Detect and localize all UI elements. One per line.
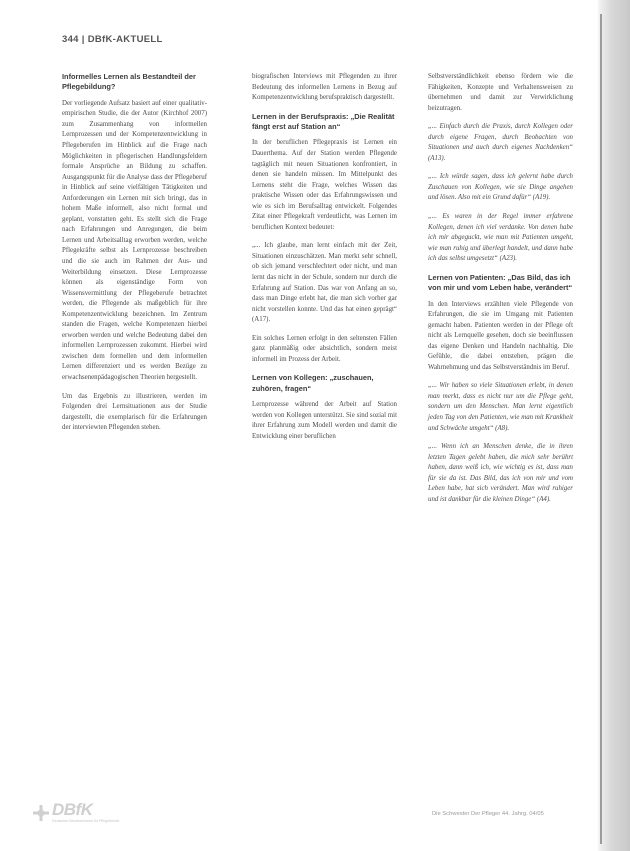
section-heading: Informelles Lernen als Bestandteil der Pflegebildung? — [62, 72, 196, 92]
paragraph: biografischen Interviews mit Pflegenden zu ihrer Bedeutung des informellen Lernens in Bezug auf Kompetenzentwicklung berufspraktisch dargestellt. — [252, 73, 397, 102]
paragraph: Der vorliegende Aufsatz basiert auf einer qualitativ-empirischen Studie, die der Autor (Kirchhof 2007) zum Zusammenhang von informellen Lernprozessen und der Kompetenzentwicklung in Pflegeberufen im Hinblick auf die Frage nach Möglichkeiten in pflegerischen Handlungsfeldern formale Ansprüche an Bildung zu schaffen. Ausgangspunkt für die Analyse dass der Pflegeberuf in Hinblick auf seine vielfältigen Tätigkeiten und Anforderungen ein Lernen mit sich bringt, das in hohem Maße informell, also nicht formal und geplant, vonstatten geht. Es stellt sich die Frage nach Erfahrungen und Anregungen, die beim Lernen und Arbeitsalltag erworben werden, welche Pflegekräfte selbst als Lernprozesse beschreiben und die sie auch im Rahmen der Aus- und Weiterbildung einsetzen. Diese Lernprozesse können als eigenständige Form von Wissensvermittlung der Pflegeberufe betrachtet werden, die Pflegende als maßgeblich für ihre Kompetenzentwicklung bezeichnen. Im Zentrum standen die Fragen, welche Kompetenzen hierbei erworben werden und welche Bedeutung dabei den informellen Lernprozessen zukommt. Hierbei wird zwischen dem formellen und dem informellen Lernen differenziert und es werden Bezüge zu erwachsenenpädagogischen Theorien hergestellt. — [62, 99, 207, 382]
page-number: 344 — [62, 34, 79, 45]
interview-quote: „... Wenn ich an Menschen denke, die in ihren letzten Tagen gelebt haben, die mich sehr berührt haben, dann weiß ich, wie wichtig es ist, dass man für sie da ist. Das Bild, das ich von mir und vom Leben habe, hat sich verändert. Man wird ruhiger und ist dankbar für die kleinen Dinge“ (A4). — [428, 443, 573, 503]
interview-quote: „... Ich würde sagen, dass ich gelernt habe durch Zuschauen von Kollegen, wie sie Dinge angehen und lösen. Also mit ein Grund dafür“ (A19). — [428, 173, 573, 202]
page-header — [62, 34, 163, 46]
paragraph: Selbstverständlichkeit ebenso fördern wie die Fähigkeiten, Konzepte und Verhaltensweisen zu übernehmen und damit zur Verwirklichung beizutragen. — [428, 73, 573, 112]
article-column-3 — [428, 72, 573, 513]
paragraph: In den Interviews erzählten viele Pflegende von Erfahrungen, die sie im Umgang mit Patienten gemacht haben. Patienten werden in der Pflege oft nicht als Lernquelle gesehen, doch sie beeinflussen das eigene Denken und Handeln nachhaltig. Die Gefühle, die dabei entstehen, prägen die Wahrnehmung und das Selbstverständnis im Beruf. — [428, 300, 573, 371]
paragraph: Um das Ergebnis zu illustrieren, werden im Folgenden drei Lernsituationen aus der Studie dargestellt, die exemplarisch für die Erfahrungen der interviewten Pflegenden stehen. — [62, 392, 207, 432]
paragraph: „... Ich glaube, man lernt einfach mit der Zeit, Situationen einzuschätzen. Man merkt sehr schnell, ob sich jemand verschlechtert oder nicht, und man lernt das nicht in der Schule, sondern nur durch die Erfahrung auf Station. Das war von Anfang an so, dass man Dinge erlebt hat, die man sich vorher gar nicht vorstellen konnte. Und das hat einen geprägt“ (A17). — [252, 242, 397, 324]
section-heading: Lernen von Patienten: „Das Bild, das ich von mir und vom Leben habe, verändert“ — [428, 272, 573, 293]
interview-quote: „... Einfach durch die Praxis, durch Kollegen oder durch eigene Fragen, durch Beobachten von Situationen und auch durch eigenes Nachdenken“ (A13). — [428, 123, 573, 162]
dbfk-logo — [30, 800, 120, 836]
paragraph: In der beruflichen Pflegepraxis ist Lernen ein Dauerthema. Auf der Station werden Pflegende tagtäglich mit neuen Situationen konfrontiert, in denen sie handeln müssen. Im Mittelpunkt des Lernens steht die Frage, welches Wissen das praktische Wissen oder das Erfahrungswissen und wie es sich im Berufsalltag entwickelt. Folgendes Zitat einer Pflegekraft verdeutlicht, was Lernen im beruflichen Kontext bedeutet: — [252, 139, 397, 231]
page-footer: Die Schwester Der Pfleger 44. Jahrg. 04/05 — [432, 811, 544, 817]
interview-quote: „... Es waren in der Regel immer erfahrene Kollegen, denen ich viel verdanke. Von denen habe ich mir abgeguckt, wie man mit Patienten umgeht, wie man ruhig und überlegt handelt, und dann habe ich das selbst umgesetzt“ (A23). — [428, 213, 573, 263]
article-column-1 — [62, 72, 207, 442]
logo-wordmark: DBfK — [52, 800, 93, 819]
paragraph: Lernprozesse während der Arbeit auf Station werden von Kollegen unterstützt. Sie sind sozial mit ihrer Erfahrung zum Modell werden und damit die Entwicklung einer beruflichen — [252, 401, 397, 440]
page-edge-shadow — [598, 0, 630, 851]
paragraph: Ein solches Lernen erfolgt in den seltensten Fällen ganz planmäßig oder absichtlich, sondern meist informell im Prozess der Arbeit. — [252, 334, 397, 363]
interview-quote: „... Wir haben so viele Situationen erlebt, in denen man merkt, dass es nicht nur um die Pflege geht, sondern um den Menschen. Man lernt eigentlich jeden Tag von den Patienten, wie man mit Krankheit und Schwäche umgeht“ (A8). — [428, 382, 573, 432]
section-heading: Lernen in der Berufspraxis: „Die Realität fängt erst auf Station an“ — [252, 111, 395, 132]
page-edge-line — [600, 14, 602, 844]
cross-logo-icon — [32, 804, 50, 822]
section-title: DBfK-AKTUELL — [87, 34, 163, 45]
header-separator: | — [81, 34, 85, 45]
section-heading: Lernen von Kollegen: „zuschauen, zuhören, fragen“ — [252, 373, 374, 393]
logo-subtitle: Deutscher Berufsverband für Pflegeberufe — [52, 819, 120, 823]
article-column-2 — [252, 72, 397, 450]
